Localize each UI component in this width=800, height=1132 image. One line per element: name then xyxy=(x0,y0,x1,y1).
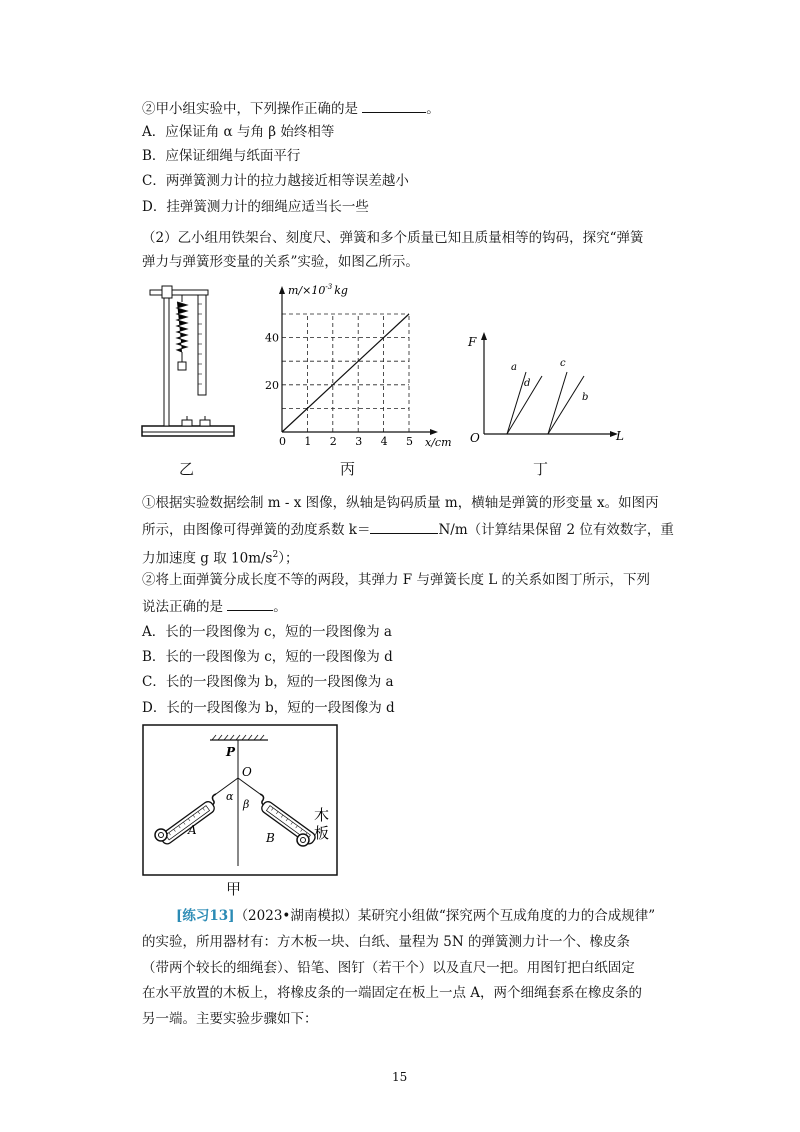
ding-x-label: L xyxy=(616,429,624,443)
answer-blank[interactable] xyxy=(362,98,426,113)
label-p: P xyxy=(226,745,236,759)
option-a: A．应保证角 α 与角 β 始终相等 xyxy=(142,124,335,140)
answer-blank-2[interactable] xyxy=(227,596,273,611)
figure-ding-chart xyxy=(464,328,634,453)
ding-y-label: F xyxy=(468,335,477,349)
label-a-balance: A xyxy=(188,823,197,837)
q3-line2: 所示，由图像可得弹簧的劲度系数 k＝ N/m（计算结果保留 2 位有效数字，重 xyxy=(142,519,674,540)
x-tick-3: 3 xyxy=(355,435,363,448)
label-alpha: α xyxy=(226,790,234,803)
q3-line4: ②将上面弹簧分成长度不等的两段，其弹力 F 与弹簧长度 L 的关系如图丁所示，下列 xyxy=(142,572,650,588)
label-d: d xyxy=(524,378,531,389)
x-tick-5: 5 xyxy=(406,435,413,448)
part2-line2: 弹力与弹簧形变量的关系”实验，如图乙所示。 xyxy=(142,254,419,270)
practice-line5: 另一端。主要实验步骤如下： xyxy=(142,1011,318,1027)
x-axis-label: x/cm xyxy=(425,436,452,449)
practice-tag: [练习13] xyxy=(176,908,235,924)
label-a: a xyxy=(511,362,517,373)
x-tick-4: 4 xyxy=(380,435,388,448)
figure-ding-caption: 丁 xyxy=(533,460,549,478)
line-c xyxy=(548,372,567,434)
x-tick-2: 2 xyxy=(329,435,337,448)
y-tick-20: 20 xyxy=(265,378,279,392)
q3-option-d: D．长的一段图像为 b，短的一段图像为 d xyxy=(142,700,395,716)
ding-origin: O xyxy=(470,431,480,445)
figure-bing-chart xyxy=(262,282,462,452)
series-line-0 xyxy=(282,314,409,432)
board-label-2: 板 xyxy=(314,824,330,842)
q3-option-c: C．长的一段图像为 b，短的一段图像为 a xyxy=(142,674,394,690)
line-b xyxy=(548,376,584,434)
x-tick-1: 1 xyxy=(304,435,312,448)
k-answer-blank[interactable] xyxy=(370,519,438,534)
y-tick-40: 40 xyxy=(265,331,279,345)
practice-line1: [练习13]（2023•湖南模拟）某研究小组做“探究两个互成角度的力的合成规律” xyxy=(176,908,656,924)
q3-option-a: A．长的一段图像为 c，短的一段图像为 a xyxy=(142,624,392,640)
q3-line1: ①根据实验数据绘制 m - x 图像，纵轴是钩码质量 m，横轴是弹簧的形变量 x。如图丙 xyxy=(142,495,659,511)
y-axis-label: $m/\times 10^{-3}$ kg xyxy=(288,283,348,297)
option-d: D．挂弹簧测力计的细绳应适当长一些 xyxy=(142,199,369,215)
practice-line4: 在水平放置的木板上，将橡皮条的一端固定在板上一点 A，两个细绳套系在橡皮条的 xyxy=(142,985,643,1001)
practice-line2: 的实验，所用器材有：方木板一块、白纸、量程为 5N 的弹簧测力计一个、橡皮条 xyxy=(142,934,630,950)
board-label-1: 木 xyxy=(314,806,330,824)
q3-line3: 力加速度 g 取 $10m/s^2$）； xyxy=(142,550,299,567)
page-number: 15 xyxy=(392,1070,408,1084)
figure-bing-caption: 丙 xyxy=(340,460,356,478)
label-beta: β xyxy=(243,798,250,811)
question-2-stem: ②甲小组实验中，下列操作正确的是 。 xyxy=(142,98,440,119)
part2-line1: （2）乙小组用铁架台、刻度尺、弹簧和多个质量已知且质量相等的钩码，探究“弹簧 xyxy=(142,230,644,246)
option-c: C．两弹簧测力计的拉力越接近相等误差越小 xyxy=(142,173,409,189)
q3-line5: 说法正确的是 。 xyxy=(142,596,287,617)
figure-yi-apparatus xyxy=(140,282,240,442)
label-b-balance: B xyxy=(266,831,275,845)
figure-yi-caption: 乙 xyxy=(179,460,195,478)
q3-option-b: B．长的一段图像为 c，短的一段图像为 d xyxy=(142,649,393,665)
option-b: B．应保证细绳与纸面平行 xyxy=(142,148,301,164)
label-b: b xyxy=(582,392,589,403)
x-tick-0: 0 xyxy=(279,435,286,448)
practice-line3: （带两个较长的细绳套）、铅笔、图钉（若干个）以及直尺一把。用图钉把白纸固定 xyxy=(142,960,635,976)
label-c: c xyxy=(560,358,566,369)
figure-jia-board xyxy=(142,724,338,876)
figure-jia-caption: 甲 xyxy=(226,880,242,898)
label-o: O xyxy=(242,765,252,779)
